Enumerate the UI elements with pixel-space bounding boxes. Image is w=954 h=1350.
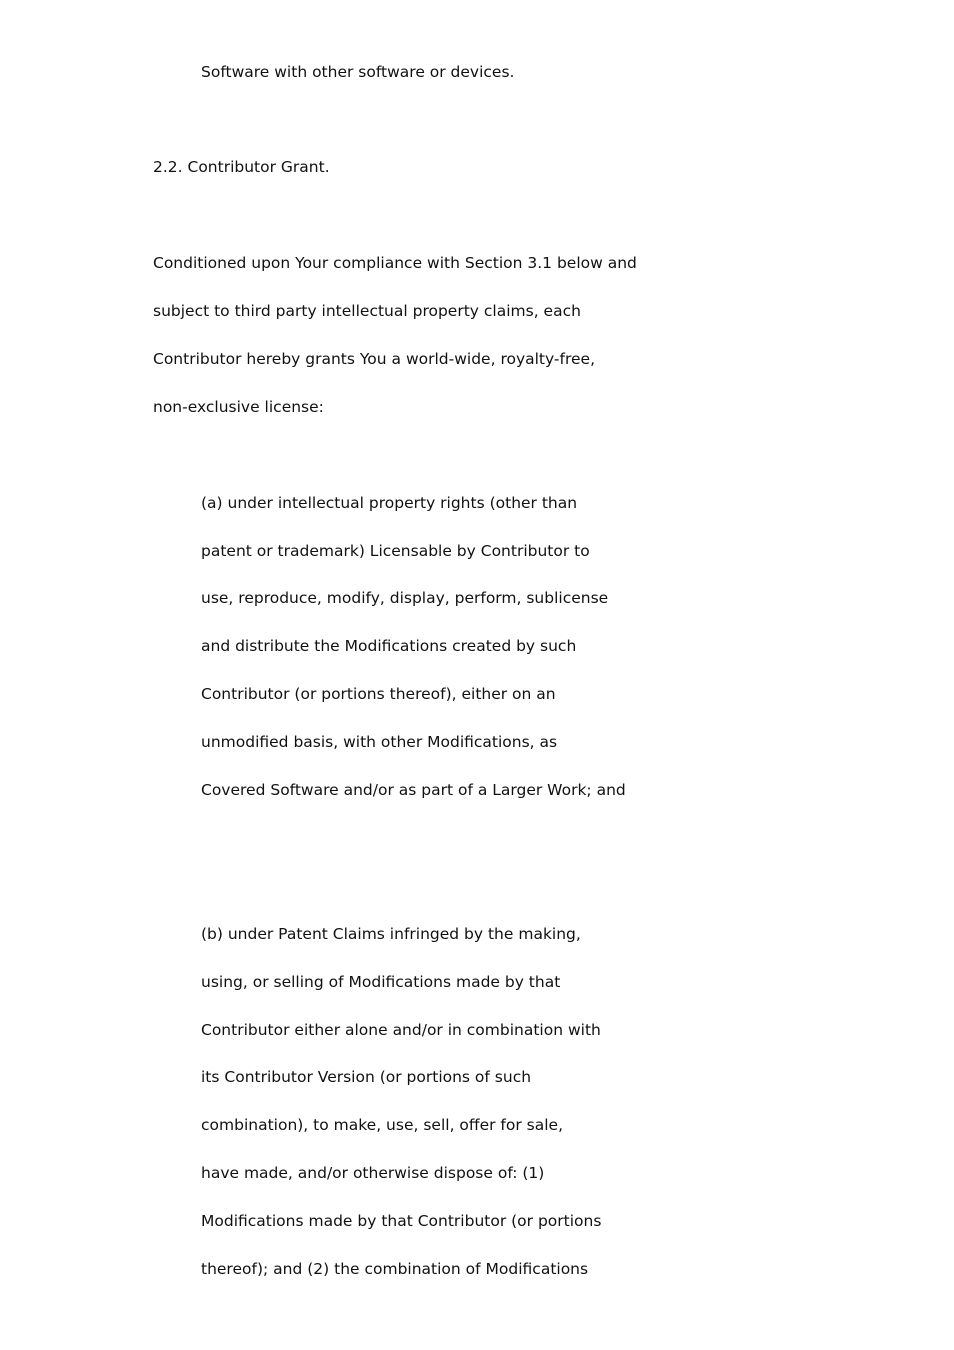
- clause-b-line: (b) under Patent Claims infringed by the making,: [201, 925, 581, 943]
- intro-line: Contributor hereby grants You a world-wide, royalty-free,: [153, 350, 595, 368]
- clause-b-line: using, or selling of Modifications made by that: [201, 973, 561, 991]
- continuation-line: Software with other software or devices.: [201, 63, 515, 81]
- clause-b-line: its Contributor Version (or portions of such: [201, 1068, 532, 1086]
- clause-a-line: use, reproduce, modify, display, perform, sublicense: [201, 589, 609, 607]
- section-heading: 2.2. Contributor Grant.: [153, 158, 330, 176]
- clause-a-line: unmodified basis, with other Modifications, as: [201, 733, 558, 751]
- clause-b-line: Modifications made by that Contributor (or portions: [201, 1212, 602, 1230]
- clause-a-line: and distribute the Modifications created by such: [201, 637, 577, 655]
- clause-b-line: thereof); and (2) the combination of Modifications: [201, 1260, 589, 1278]
- intro-line: subject to third party intellectual property claims, each: [153, 302, 581, 320]
- clause-a-line: (a) under intellectual property rights (other than: [201, 494, 578, 512]
- clause-b-line: have made, and/or otherwise dispose of: (1): [201, 1164, 545, 1182]
- clause-a-line: Covered Software and/or as part of a Larger Work; and: [201, 781, 626, 799]
- clause-b-line: Contributor either alone and/or in combination with: [201, 1021, 601, 1039]
- clause-b-line: combination), to make, use, sell, offer for sale,: [201, 1116, 564, 1134]
- clause-a-line: Contributor (or portions thereof), either on an: [201, 685, 556, 703]
- clause-a-line: patent or trademark) Licensable by Contributor to: [201, 542, 590, 560]
- intro-line: non-exclusive license:: [153, 398, 324, 416]
- intro-line: Conditioned upon Your compliance with Section 3.1 below and: [153, 254, 637, 272]
